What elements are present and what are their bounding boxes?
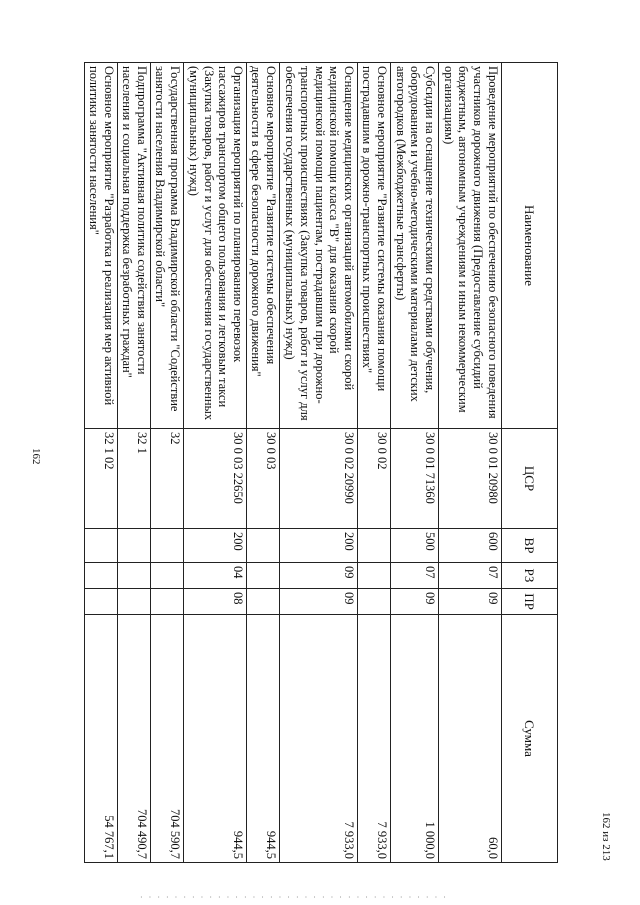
cell-rz: 07	[439, 563, 502, 589]
cell-pr	[247, 589, 280, 615]
cell-name: Подпрограмма "Активная политика содействия занятости населения и социальная поддержка безработных граждан"	[118, 63, 151, 429]
header-name: Наименование	[502, 63, 558, 429]
cell-csr: 30 0 03	[247, 429, 280, 529]
cell-pr: 09	[391, 589, 439, 615]
header-sum: Сумма	[502, 615, 558, 863]
cell-rz	[358, 563, 391, 589]
cell-name: Основное мероприятие "Разработка и реализация мер активной политики занятости населения"	[85, 63, 118, 429]
table-row	[184, 63, 247, 863]
cell-sum: 7 933,0	[280, 615, 358, 863]
budget-table	[84, 62, 558, 863]
table-row	[439, 63, 502, 863]
header-csr: ЦСР	[502, 429, 558, 529]
cell-csr: 30 0 01 20980	[439, 429, 502, 529]
cell-sum: 54 767,1	[85, 615, 118, 863]
cell-csr: 30 0 01 71360	[391, 429, 439, 529]
table-row	[358, 63, 391, 863]
cell-pr: 09	[439, 589, 502, 615]
cell-rz	[85, 563, 118, 589]
cell-rz: 04	[184, 563, 247, 589]
cell-csr: 32	[151, 429, 184, 529]
table-row	[391, 63, 439, 863]
table-row	[151, 63, 184, 863]
page-number-top: 162	[30, 448, 42, 465]
table-body	[85, 63, 502, 863]
cell-vr: 200	[280, 529, 358, 563]
cell-pr	[85, 589, 118, 615]
cell-rz: 07	[391, 563, 439, 589]
cell-csr: 30 0 03 22650	[184, 429, 247, 529]
cell-name: Основное мероприятие "Развитие системы обеспечения деятельности в сфере безопасности дорожного движения"	[247, 63, 280, 429]
cell-name: Оснащение медицинских организаций автомобилями скорой медицинской помощи класса "В" для оказания скорой медицинской помощи пациентам, пострадавшим при дорожно-транспортных происшествиях (Закупка товаров, работ и услуг для обеспечения государственных (муниципальных) нужд)	[280, 63, 358, 429]
table-row	[85, 63, 118, 863]
cell-vr	[247, 529, 280, 563]
cell-csr: 32 1 02	[85, 429, 118, 529]
cell-vr: 600	[439, 529, 502, 563]
cell-vr	[118, 529, 151, 563]
budget-table-container	[84, 62, 558, 862]
cell-vr	[358, 529, 391, 563]
cell-csr: 32 1	[118, 429, 151, 529]
cell-rz	[247, 563, 280, 589]
cell-pr	[118, 589, 151, 615]
cell-vr	[85, 529, 118, 563]
cell-pr	[151, 589, 184, 615]
header-pr: ПР	[502, 589, 558, 615]
cell-vr	[151, 529, 184, 563]
cell-pr	[358, 589, 391, 615]
cell-rz	[151, 563, 184, 589]
cell-name: Проведение мероприятий по обеспечению безопасного поведения участников дорожного движения (Предоставление субсидий бюджетным, автономным учреждениям и иным некоммерческим организациям)	[439, 63, 502, 429]
cell-sum: 704 490,7	[118, 615, 151, 863]
cell-sum: 944,5	[184, 615, 247, 863]
cell-pr: 09	[280, 589, 358, 615]
cell-rz: 09	[280, 563, 358, 589]
cell-name: Государственная программа Владимирской области "Содействие занятости населения Владимирской области"	[151, 63, 184, 429]
cell-name: Основное мероприятие "Развитие системы оказания помощи пострадавшим в дорожно-транспортных происшествиях"	[358, 63, 391, 429]
cell-vr: 200	[184, 529, 247, 563]
cell-vr: 500	[391, 529, 439, 563]
scan-dots-decoration: · · · · · · · · · · · · · · · · · · · · · · · · · · · · · · · · · · · ·	[140, 893, 448, 902]
table-row	[118, 63, 151, 863]
table-row	[280, 63, 358, 863]
cell-sum: 60,0	[439, 615, 502, 863]
cell-name: Субсидии на оснащение техническими средствами обучения, оборудованием и учебно-методическими материалами детских автогородков (Межбюджетные трансферты)	[391, 63, 439, 429]
cell-pr: 08	[184, 589, 247, 615]
cell-name: Организация мероприятий по планированию перевозок пассажиров транспортом общего пользования и легковым такси (Закупка товаров, работ и услуг для обеспечения государственных (муниципальных) нужд)	[184, 63, 247, 429]
cell-sum: 1 000,0	[391, 615, 439, 863]
cell-sum: 704 590,7	[151, 615, 184, 863]
page-number-bottom: 162 из 213	[600, 812, 612, 861]
cell-csr: 30 0 02 20990	[280, 429, 358, 529]
header-vr: ВР	[502, 529, 558, 563]
header-rz: РЗ	[502, 563, 558, 589]
cell-csr: 30 0 02	[358, 429, 391, 529]
table-header-row	[502, 63, 558, 863]
cell-sum: 944,5	[247, 615, 280, 863]
table-row	[247, 63, 280, 863]
cell-rz	[118, 563, 151, 589]
cell-sum: 7 933,0	[358, 615, 391, 863]
